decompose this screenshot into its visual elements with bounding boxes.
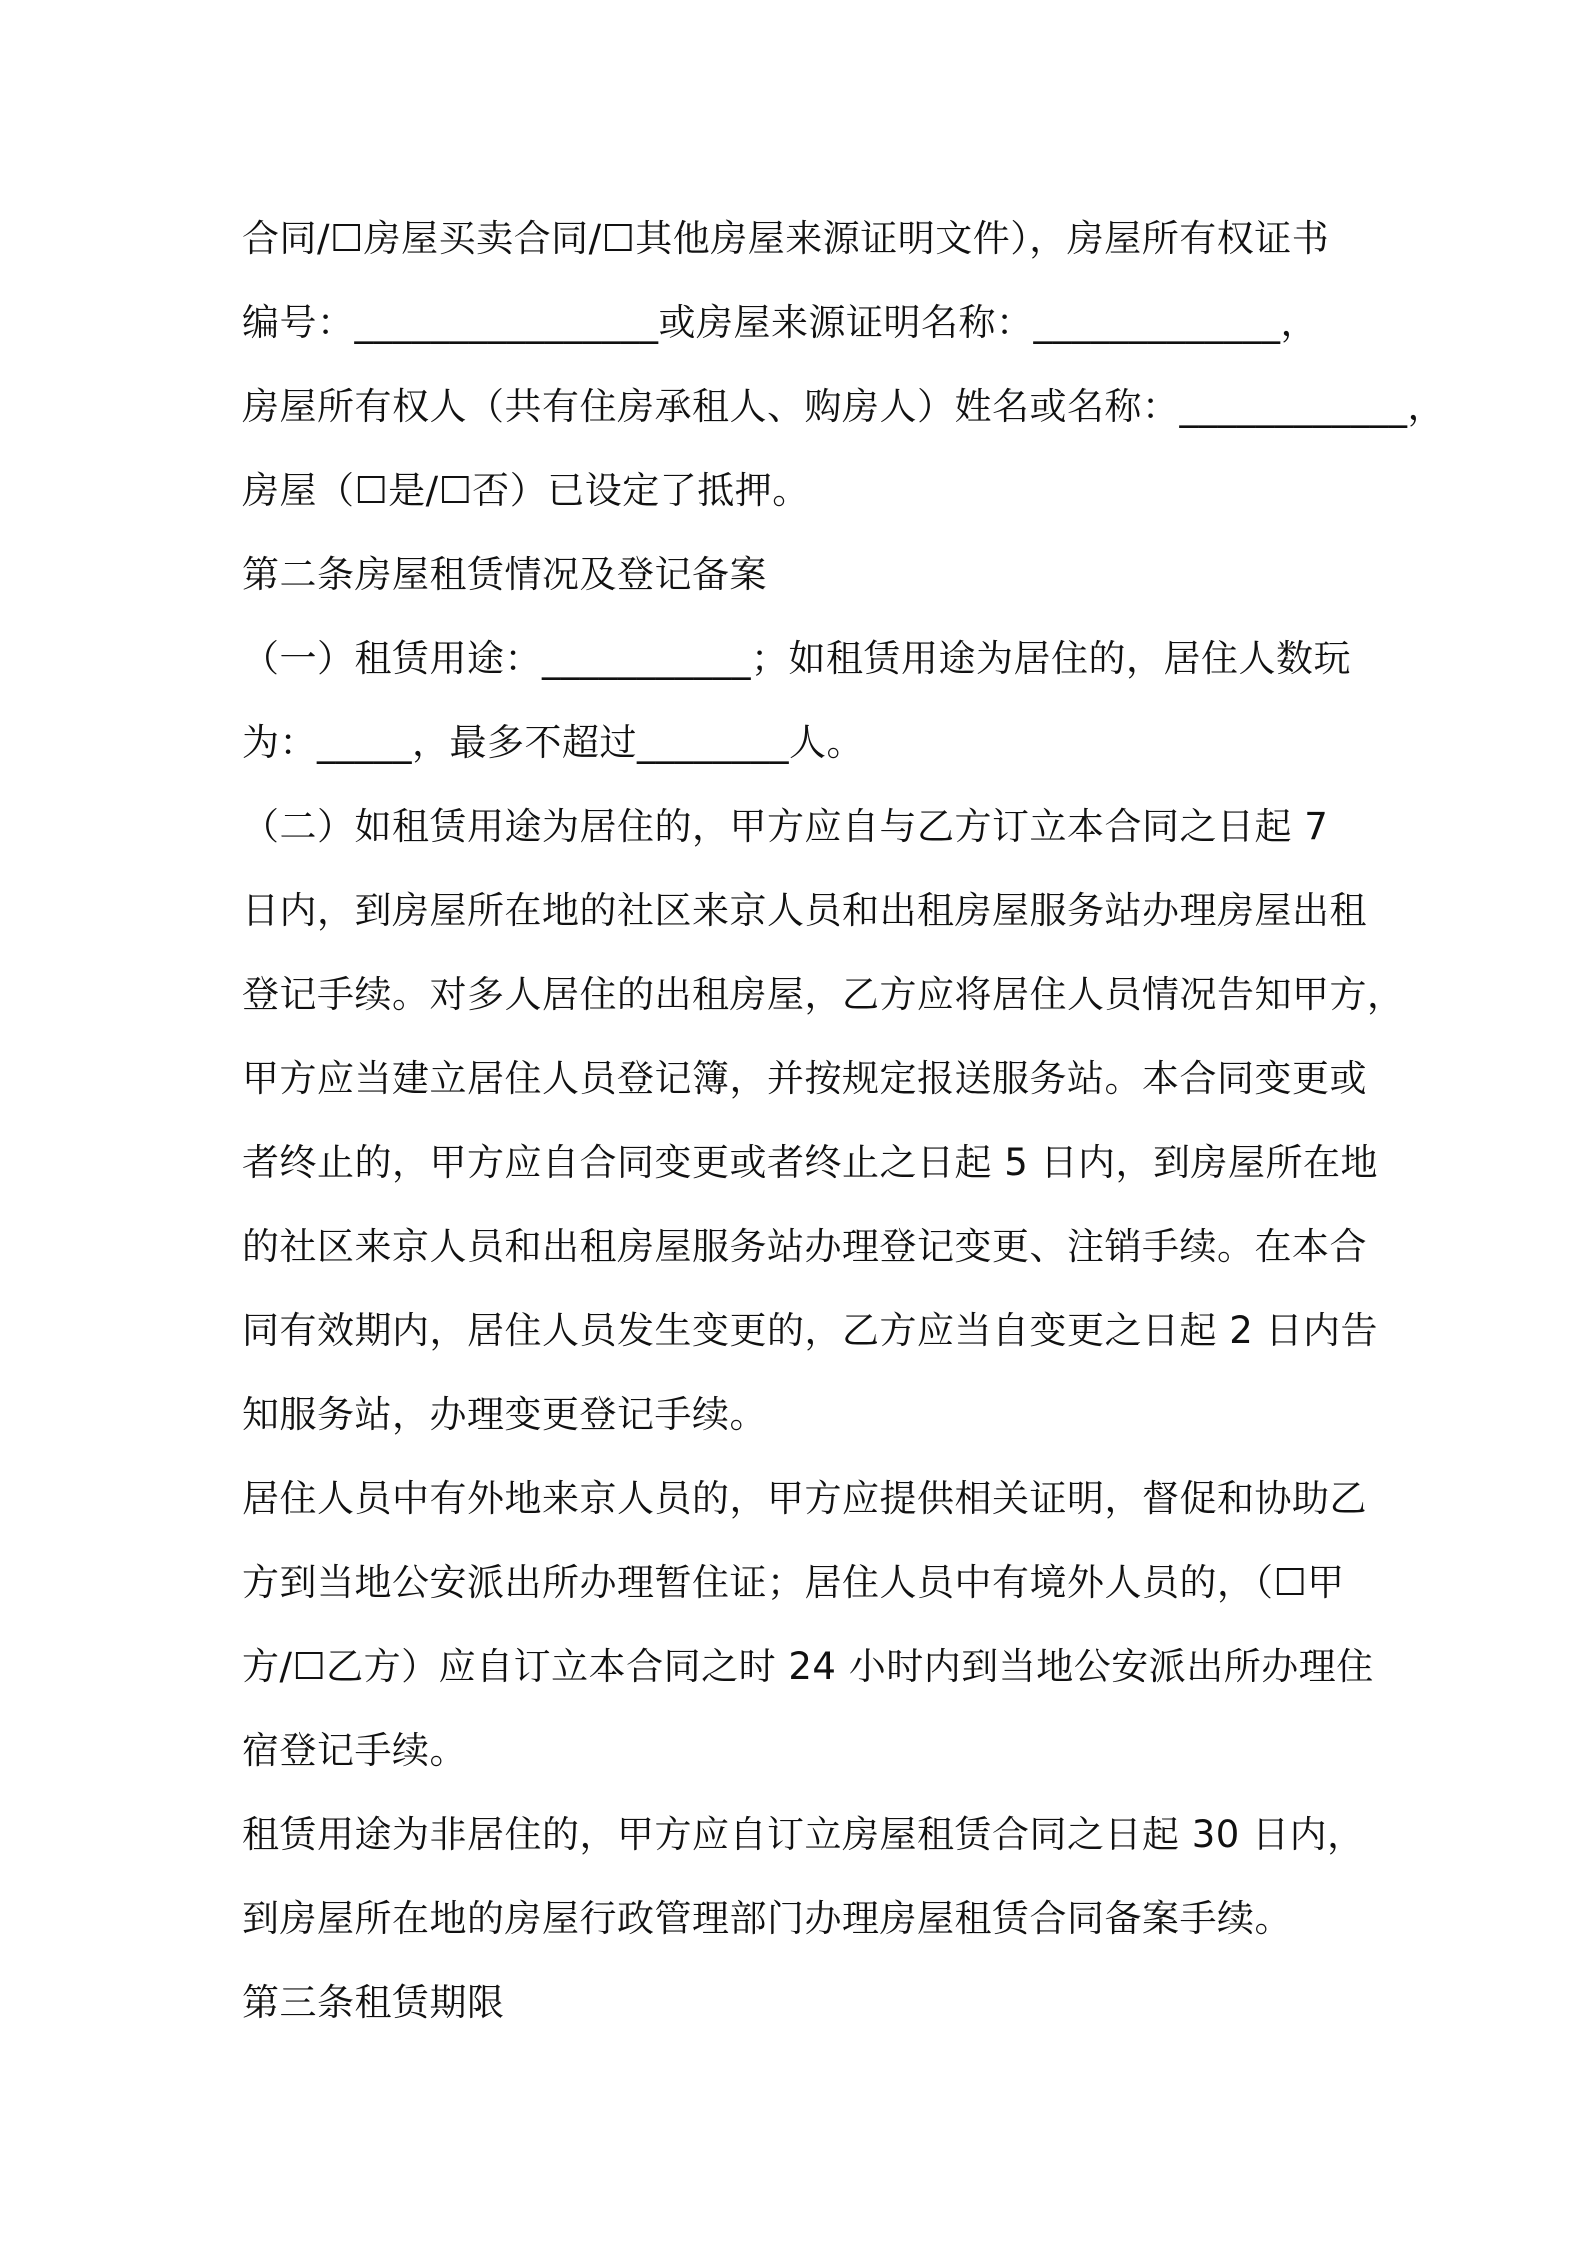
document-page (242, 197, 1445, 2045)
text-line: 登记手续。对多人居住的出租房屋，乙方应将居住人员情况告知甲方， (242, 973, 1405, 1016)
text-line: 房屋所有权人（共有住房承租人、购房人）姓名或名称：____________， (242, 385, 1445, 428)
text-line: （二）如租赁用途为居住的，甲方应自与乙方订立本合同之日起 7 (242, 805, 1329, 848)
text-line: 方到当地公安派出所办理暂住证；居住人员中有境外人员的，（☐甲 (242, 1561, 1345, 1604)
text-line: 知服务站，办理变更登记手续。 (242, 1393, 767, 1436)
text-line: 房屋（☐是/☐否）已设定了抵押。 (242, 469, 810, 512)
text-line: 租赁用途为非居住的，甲方应自订立房屋租赁合同之日起 30 日内， (242, 1813, 1365, 1856)
text-line: 到房屋所在地的房屋行政管理部门办理房屋租赁合同备案手续。 (242, 1897, 1292, 1940)
text-line: 居住人员中有外地来京人员的，甲方应提供相关证明，督促和协助乙 (242, 1477, 1367, 1520)
text-line: 编号：________________或房屋来源证明名称：_____________， (242, 301, 1318, 344)
text-line: （一）租赁用途：___________；如租赁用途为居住的，居住人数玩 (242, 637, 1351, 680)
text-line: 同有效期内，居住人员发生变更的，乙方应当自变更之日起 2 日内告 (242, 1309, 1379, 1352)
text-line: 者终止的，甲方应自合同变更或者终止之日起 5 日内，到房屋所在地 (242, 1141, 1379, 1184)
text-line: 为：_____，最多不超过________人。 (242, 721, 864, 764)
section-heading: 第三条租赁期限 (242, 1981, 505, 2024)
text-line: 日内，到房屋所在地的社区来京人员和出租房屋服务站办理房屋出租 (242, 889, 1367, 932)
text-line: 合同/☐房屋买卖合同/☐其他房屋来源证明文件），房屋所有权证书 (242, 217, 1330, 260)
text-line: 的社区来京人员和出租房屋服务站办理登记变更、注销手续。在本合 (242, 1225, 1367, 1268)
text-line: 甲方应当建立居住人员登记簿，并按规定报送服务站。本合同变更或 (242, 1057, 1367, 1100)
section-heading: 第二条房屋租赁情况及登记备案 (242, 553, 767, 596)
text-line: 方/☐乙方）应自订立本合同之时 24 小时内到当地公安派出所办理住 (242, 1645, 1374, 1688)
text-line: 宿登记手续。 (242, 1729, 467, 1772)
